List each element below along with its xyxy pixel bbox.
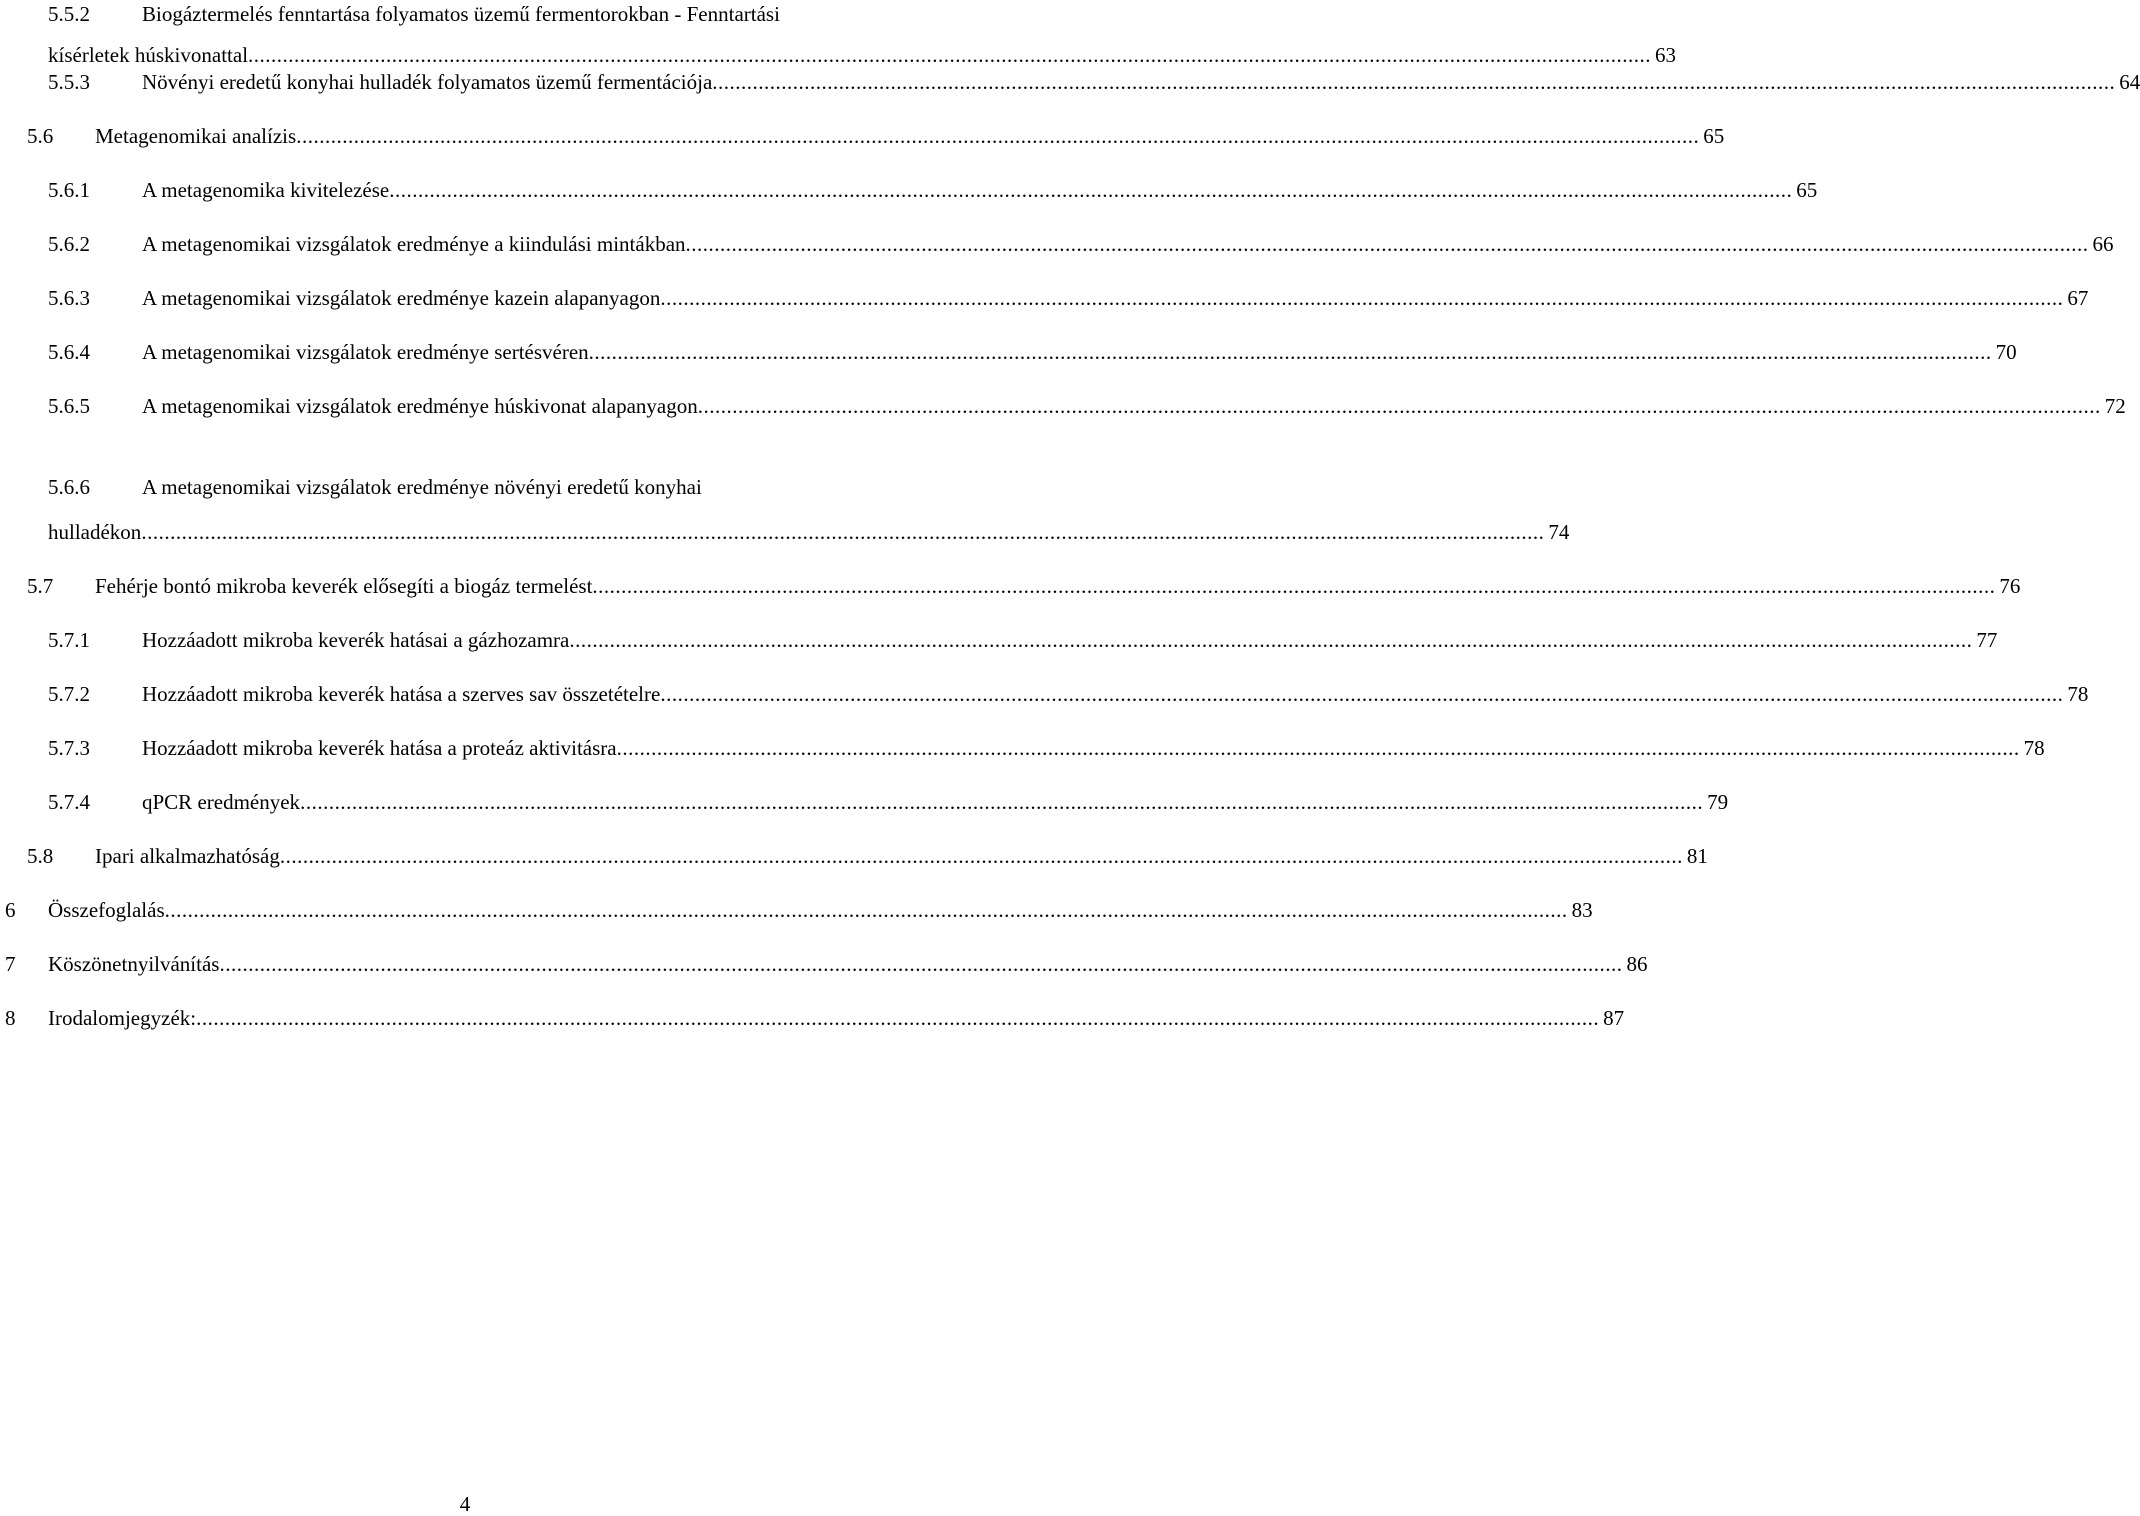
toc-entry-5-7-2[interactable] — [48, 680, 2089, 708]
toc-entry-title: Irodalomjegyzék: — [48, 1006, 197, 1030]
toc-dot-leader — [300, 788, 1703, 816]
toc-entry-5-7-1[interactable] — [48, 626, 1998, 654]
toc-dot-leader — [660, 284, 2063, 312]
toc-entry-5-6-4[interactable] — [48, 338, 2017, 366]
toc-entry-number: 8 — [5, 1006, 16, 1030]
toc-dot-leader — [660, 680, 2063, 708]
toc-dot-leader — [219, 950, 1622, 978]
toc-entry-5-5-3[interactable] — [48, 68, 2140, 96]
toc-entry-page: 72 — [2104, 394, 2126, 418]
toc-entry-title: Növényi eredetű konyhai hulladék folyamatos üzemű fermentációja — [142, 70, 713, 94]
toc-dot-leader — [686, 230, 2089, 258]
toc-entry-number: 5.5.2 — [48, 2, 90, 26]
toc-entry-page: 76 — [1999, 574, 2021, 598]
toc-entry-7[interactable] — [5, 950, 1648, 978]
toc-entry-number: 5.6.4 — [48, 340, 90, 364]
toc-dot-leader — [698, 392, 2101, 420]
toc-entry-page: 79 — [1707, 790, 1729, 814]
toc-entry-5-7-3[interactable] — [48, 734, 2045, 762]
toc-entry-number: 5.7.4 — [48, 790, 90, 814]
toc-entry-number: 5.7.1 — [48, 628, 90, 652]
toc-dot-leader — [196, 1004, 1599, 1032]
toc-entry-5-7[interactable] — [27, 572, 2021, 600]
toc-entry-page: 65 — [1796, 178, 1818, 202]
toc-entry-6[interactable] — [5, 896, 1593, 924]
toc-entry-number: 7 — [5, 952, 16, 976]
toc-entry-page: 78 — [2023, 736, 2045, 760]
toc-entry-title: A metagenomika kivitelezése — [142, 178, 390, 202]
toc-entry-title: Hozzáadott mikroba keverék hatásai a gázhozamra — [142, 628, 570, 652]
toc-entry-5-6-5[interactable] — [48, 392, 2126, 420]
toc-dot-leader — [280, 842, 1683, 870]
toc-dot-leader — [569, 626, 1972, 654]
toc-entry-title: qPCR eredmények — [142, 790, 301, 814]
toc-entry-5-6-2[interactable] — [48, 230, 2114, 258]
toc-entry-5-6-6-first-line[interactable] — [48, 473, 702, 501]
toc-entry-title: Fehérje bontó mikroba keverék elősegíti a biogáz termelést — [95, 574, 593, 598]
toc-entry-title: Összefoglalás — [48, 898, 165, 922]
toc-entry-page: 83 — [1571, 898, 1593, 922]
toc-dot-leader — [141, 518, 1544, 546]
toc-entry-number: 5.6.1 — [48, 178, 90, 202]
toc-entry-number: 5.6 — [27, 124, 54, 148]
toc-dot-leader — [296, 122, 1699, 150]
toc-entry-page: 87 — [1603, 1006, 1625, 1030]
page-number: 4 — [459, 1492, 471, 1516]
toc-entry-title: Köszönetnyilvánítás — [48, 952, 220, 976]
toc-entry-number: 5.5.3 — [48, 70, 90, 94]
toc-entry-5-8[interactable] — [27, 842, 1708, 870]
toc-entry-title: Ipari alkalmazhatóság — [95, 844, 280, 868]
toc-entry-title: Hozzáadott mikroba keverék hatása a szerves sav összetételre — [142, 682, 661, 706]
toc-dot-leader — [589, 338, 1992, 366]
toc-entry-page: 70 — [1995, 340, 2017, 364]
toc-entry-page: 77 — [1976, 628, 1998, 652]
toc-entry-page: 81 — [1686, 844, 1708, 868]
toc-entry-page: 86 — [1626, 952, 1648, 976]
toc-entry-page: 74 — [1548, 520, 1570, 544]
toc-entry-number: 5.7.2 — [48, 682, 90, 706]
toc-entry-title: A metagenomikai vizsgálatok eredménye növényi eredetű konyhai — [142, 475, 702, 499]
toc-entry-title: A metagenomikai vizsgálatok eredménye kazein alapanyagon — [142, 286, 661, 310]
toc-entry-8[interactable] — [5, 1004, 1625, 1032]
toc-entry-page: 78 — [2067, 682, 2089, 706]
toc-entry-5-7-4[interactable] — [48, 788, 1729, 816]
toc-entry-page: 63 — [1655, 43, 1677, 67]
toc-entry-page: 64 — [2119, 70, 2140, 94]
toc-entry-5-5-2[interactable] — [48, 41, 1677, 69]
toc-entry-number: 5.6.2 — [48, 232, 90, 256]
toc-entry-title: A metagenomikai vizsgálatok eredménye a kiindulási mintákban — [142, 232, 686, 256]
toc-entry-number: 5.6.6 — [48, 475, 90, 499]
toc-entry-5-6-6[interactable] — [48, 518, 1570, 546]
toc-dot-leader — [592, 572, 1995, 600]
toc-entry-5-6-3[interactable] — [48, 284, 2089, 312]
toc-entry-5-6[interactable] — [27, 122, 1725, 150]
toc-entry-number: 5.7.3 — [48, 736, 90, 760]
toc-entry-5-5-2-first-line[interactable] — [48, 0, 780, 28]
toc-entry-title: Hozzáadott mikroba keverék hatása a proteáz aktivitásra — [142, 736, 617, 760]
toc-entry-title-continuation: kísérletek húskivonattal — [48, 43, 249, 67]
toc-dot-leader — [712, 68, 2115, 96]
toc-entry-title: A metagenomikai vizsgálatok eredménye húskivonat alapanyagon — [142, 394, 698, 418]
toc-dot-leader — [248, 41, 1651, 69]
toc-entry-title: A metagenomikai vizsgálatok eredménye sertésvéren — [142, 340, 589, 364]
toc-entry-page: 66 — [2092, 232, 2114, 256]
toc-dot-leader — [165, 896, 1568, 924]
toc-entry-page: 67 — [2067, 286, 2089, 310]
toc-entry-number: 5.8 — [27, 844, 54, 868]
toc-entry-number: 5.6.5 — [48, 394, 90, 418]
toc-entry-number: 6 — [5, 898, 16, 922]
toc-entry-title: Metagenomikai analízis — [95, 124, 297, 148]
toc-entry-number: 5.6.3 — [48, 286, 90, 310]
toc-entry-title: Biogáztermelés fenntartása folyamatos üzemű fermentorokban - Fenntartási — [142, 2, 780, 26]
toc-entry-page: 65 — [1703, 124, 1725, 148]
toc-entry-number: 5.7 — [27, 574, 54, 598]
toc-dot-leader — [617, 734, 2020, 762]
toc-entry-5-6-1[interactable] — [48, 176, 1818, 204]
toc-entry-title-continuation: hulladékon — [48, 520, 142, 544]
toc-dot-leader — [389, 176, 1792, 204]
